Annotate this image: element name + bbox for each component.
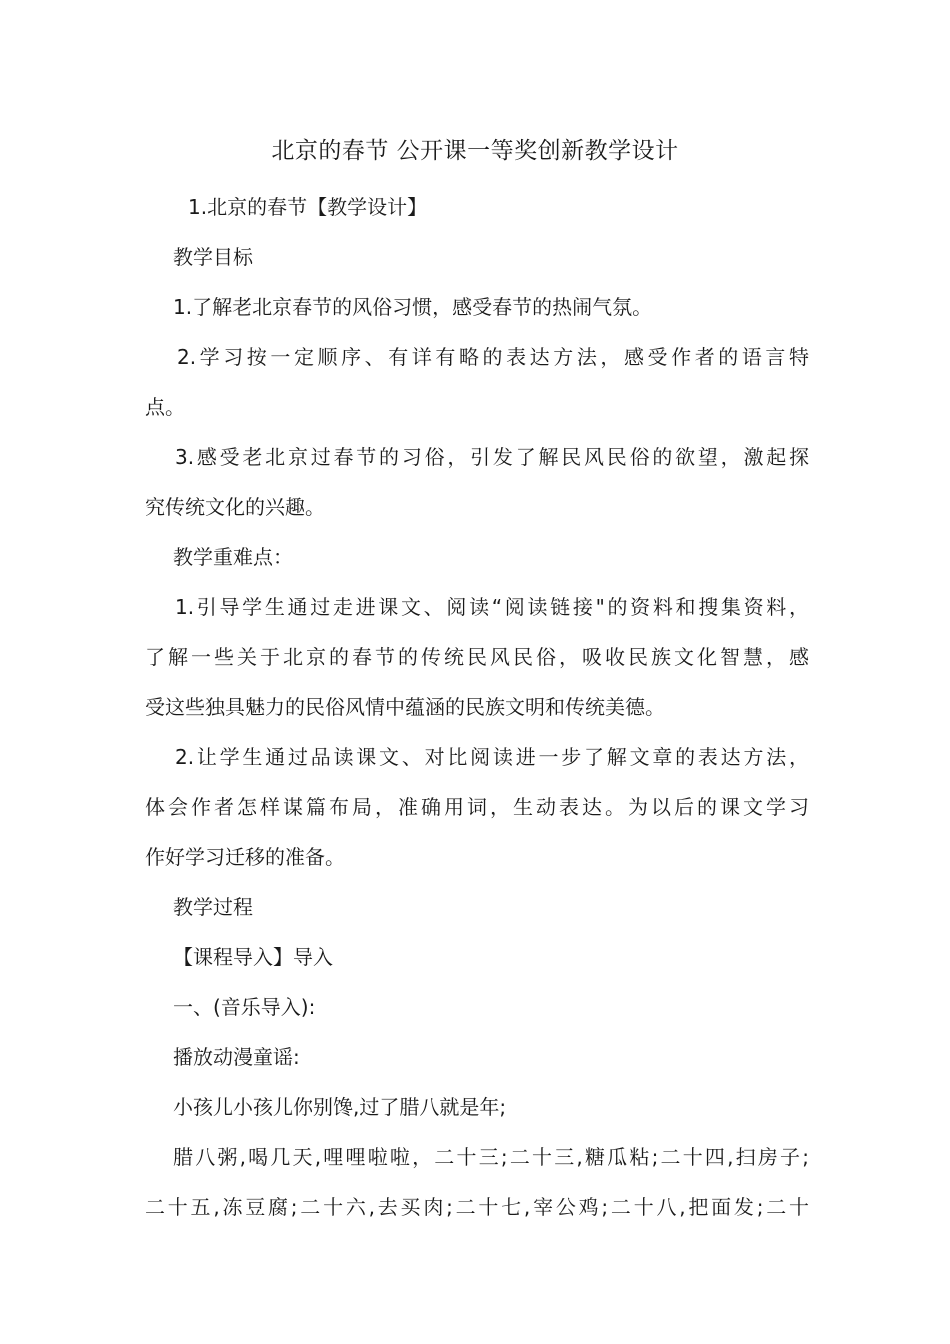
- rhyme-line-3: 二十五,冻豆腐;二十六,去买肉;二十七,宰公鸡;二十八,把面发;二十: [145, 1195, 809, 1219]
- rhyme-line-2: 腊八粥,喝几天,哩哩啦啦，二十三;二十三,糖瓜粘;二十四,扫房子;: [173, 1145, 809, 1169]
- document-title: 北京的春节 公开课一等奖创新教学设计: [271, 138, 679, 164]
- heading-introduction: 【课程导入】导入: [173, 945, 333, 969]
- objective-2-cont: 点。: [145, 395, 185, 419]
- key-point-2-end: 作好学习迁移的准备。: [145, 845, 345, 869]
- rhyme-line-1: 小孩儿小孩儿你别馋,过了腊八就是年;: [173, 1095, 507, 1119]
- key-point-1: 1.引导学生通过走进课文、阅读“阅读链接"的资料和搜集资料，: [175, 595, 809, 619]
- objective-1: 1.了解老北京春节的风俗习惯，感受春节的热闹气氛。: [173, 295, 653, 319]
- heading-process: 教学过程: [173, 895, 253, 919]
- key-point-1-end: 受这些独具魅力的民俗风情中蕴涵的民族文明和传统美德。: [145, 695, 665, 719]
- objective-3-cont: 究传统文化的兴趣。: [145, 495, 325, 519]
- objective-3: 3.感受老北京过春节的习俗，引发了解民风民俗的欲望，激起探: [175, 445, 809, 469]
- heading-objectives: 教学目标: [173, 245, 253, 269]
- key-point-2: 2.让学生通过品读课文、对比阅读进一步了解文章的表达方法，: [175, 745, 809, 769]
- key-point-1-cont: 了解一些关于北京的春节的传统民风民俗，吸收民族文化智慧，感: [145, 645, 809, 669]
- key-point-2-cont: 体会作者怎样谋篇布局，准确用词，生动表达。为以后的课文学习: [145, 795, 809, 819]
- section-heading: 1.北京的春节【教学设计】: [188, 195, 428, 219]
- heading-key-points: 教学重难点：: [173, 545, 293, 569]
- play-animation: 播放动漫童谣:: [173, 1045, 300, 1069]
- document-body: [145, 182, 809, 1232]
- music-introduction: 一、(音乐导入):: [173, 995, 316, 1019]
- objective-2: 2.学习按一定顺序、有详有略的表达方法，感受作者的语言特: [177, 345, 809, 369]
